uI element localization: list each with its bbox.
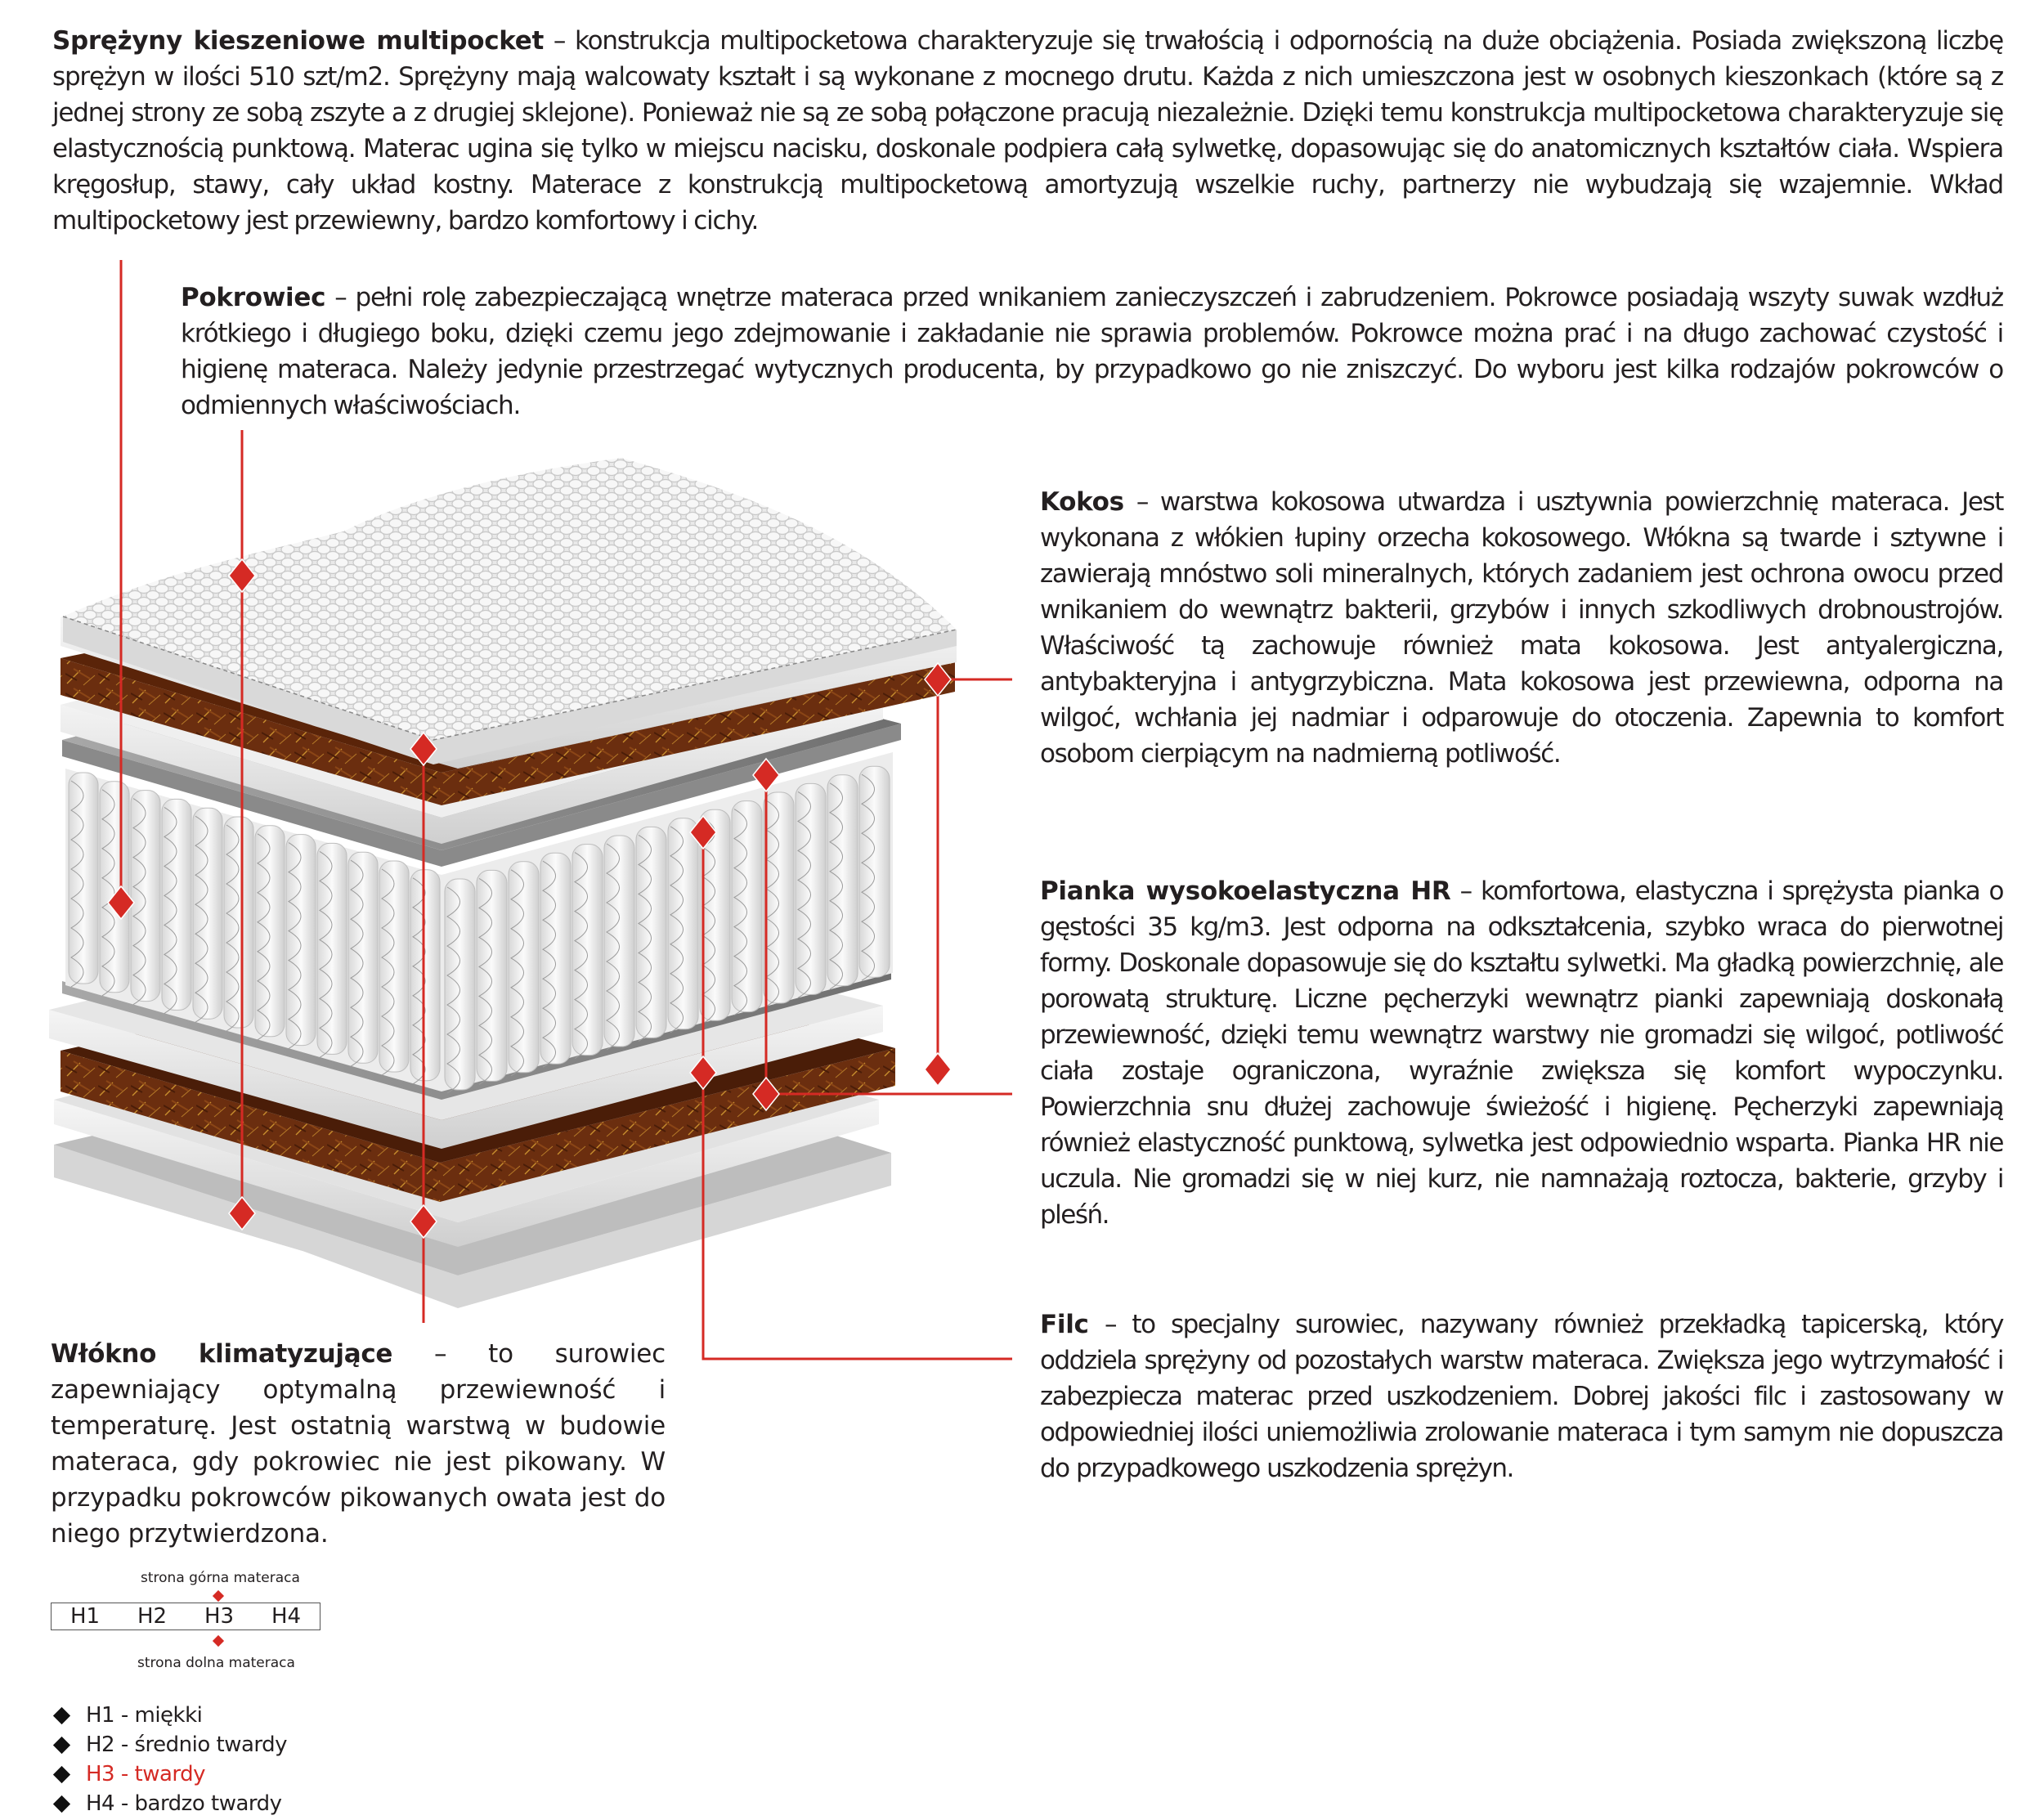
fiber-title: Włókno klimatyzujące [51,1339,393,1369]
pocket-spring [224,817,253,1028]
pocket-spring [286,835,316,1046]
firmness-legend [49,1701,287,1818]
cover-title: Pokrowiec [181,283,326,312]
pocket-spring [69,773,98,984]
pocket-spring [131,791,160,1002]
scale-level-h1: H1 [69,1604,101,1629]
felt-title: Filc [1040,1310,1089,1339]
legend-label: H1 - miękki [86,1703,203,1728]
felt-body: – to specjalny surowiec, nazywany również przekładką tapicerską, który oddziela sprężyny od pozostałych warstw materaca. Zwiększa jego wytrzymałość i zabezpiecza materac przed uszkodzeniem. Dobrej jakości filc i zastosowany w odpowiedniej ilości uniemożliwia zrolowanie materaca i tym samym nie dopuszcza do przypadkowego uszkodzenia sprężyn. [1040,1310,2003,1483]
legend-label: H2 - średnio twardy [86,1733,288,1757]
scale-level-h3: H3 [204,1604,235,1629]
firmness-scale-box [51,1603,320,1630]
pocket-spring [193,808,222,1019]
pocket-spring [668,818,698,1029]
legend-item-h1 [49,1701,287,1730]
pocket-spring [477,870,507,1081]
pocket-spring [540,853,571,1064]
springs-body: – konstrukcja multipocketowa charakteryzuje się trwałością i odpornością na duże obciążenia. Posiada zwiększoną liczbę sprężyn w ilości 510 szt/m2. Sprężyny mają walcowaty kształt i są wykonane z mocnego drutu. Każda z nich umieszczona jest w osobnych kieszonkach (które są z jednej strony ze sobą zszyte a z drugiej sklejone). Ponieważ nie są ze sobą połączone pracują niezależnie. Dzięki temu konstrukcja multipocketowa charakteryzuje się elastycznością punktową. Materac ugina się tylko w miejscu nacisku, doskonale podpiera całą sylwetkę, dopasowując się do anatomicznych kształtów ciała. Wspiera kręgosłup, stawy, cały układ kostny. Materace z konstrukcją multipocketową amortyzują wszelkie ruchy, partnerzy nie wybudzają się wzajemnie. Wkład multipocketowy jest przewiewny, bardzo komfortowy i cichy. [52,26,2004,235]
pocket-spring [162,799,191,1010]
diamond-bullet-icon [53,1736,70,1753]
hr-foam-body: – komfortowa, elastyczna i sprężysta pianka o gęstości 35 kg/m3. Jest odporna na odkształcenia, szybko wraca do pierwotnej formy. Doskonale dopasowuje się do kształtu sylwetki. Ma gładką powierzchnię, ale porowatą strukturę. Liczne pęcherzyki wewnątrz pianki zapewniają doskonałą przewiewność, dzięki temu wewnątrz warstwy nie gromadzi się wilgoć, potliwość ciała zostaje ograniczona, wyraźnie zwiększa się komfort wypoczynku. Powierzchnia snu dłużej zachowuje świeżość i higienę. Pęcherzyki zapewniają również elastyczność punktową, sylwetka jest odpowiednio wsparta. Pianka HR nie uczula. Nie gromadzi się w niej kurz, nie namnażają roztocza, bakterie, grzyby i pleśń. [1040,876,2003,1230]
diamond-marker-icon [925,1053,951,1086]
hr-foam-title: Pianka wysokoelastyczna HR [1040,876,1451,906]
cover-body: – pełni rolę zabezpieczającą wnętrze materaca przed wnikaniem zanieczyszczeń i zabrudzeniem. Pokrowce posiadają wszyty suwak wzdłuż krótkiego i długiego boku, dzięki czemu jego zdejmowanie i zakładanie nie sprawia problemów. Pokrowce można prać i na długo zachować czystość i higienę materaca. Należy jedynie przestrzegać wytycznych producenta, by przypadkowo go nie zniszczyć. Do wyboru jest kilka rodzajów pokrowców o odmiennych właściwościach. [181,283,2003,420]
pocket-spring [604,836,634,1047]
legend-item-h4 [49,1789,287,1818]
coconut-body: – warstwa kokosowa utwardza i usztywnia powierzchnię materaca. Jest wykonana z włókien łupiny orzecha kokosowego. Włókna są twarde i sztywne i zawierają mnóstwo soli mineralnych, których zadaniem jest ochrona owocu przed wnikaniem do wewnątrz bakterii, grzybów i innych szkodliwych drobnoustrojów. Właściwość tą zachowuje również mata kokosowa. Jest antyalergiczna, antybakteryjna i antygrzybiczna. Mata kokosowa jest przewiewna, odporna na wilgoć, wchłania jej nadmiar i odparowuje do otoczenia. Zapewnia to komfort osobom cierpiącym na nadmierną potliwość. [1040,487,2003,769]
selected-top-diamond-icon [213,1590,224,1602]
diamond-bullet-icon [53,1795,70,1812]
pocket-spring [509,862,539,1073]
pocket-spring [317,843,347,1054]
coconut-title: Kokos [1040,487,1124,517]
pocket-spring [732,801,762,1012]
legend-label: H3 - twardy [86,1762,206,1786]
pocket-spring [827,775,858,986]
scale-level-h4: H4 [271,1604,302,1629]
pocket-spring [796,783,826,994]
pocket-spring [100,782,129,993]
scale-bottom-label: strona dolna materaca [137,1655,295,1671]
scale-top-label: strona górna materaca [141,1570,300,1586]
legend-label: H4 - bardzo twardy [86,1791,282,1816]
pocket-spring [572,845,603,1056]
selected-bottom-diamond-icon [213,1635,224,1647]
pocket-spring [859,766,890,977]
pocket-spring [445,879,475,1090]
pocket-spring [379,861,409,1072]
pocket-spring [255,826,285,1037]
pocket-spring [410,870,440,1081]
pocket-spring [636,827,666,1038]
legend-item-h2 [49,1730,287,1759]
diamond-bullet-icon [53,1706,70,1724]
firmness-scale [49,1568,327,1674]
legend-item-h3 [49,1759,287,1789]
diamond-bullet-icon [53,1765,70,1782]
fiber-body: – to surowiec zapewniający optymalną przewiewność i temperaturę. Jest ostatnią warstwą w budowie materaca, gdy pokrowiec nie jest pikowany. W przypadku pokrowców pikowanych owata jest do niego przytwierdzona. [51,1339,666,1549]
springs-title: Sprężyny kieszeniowe multipocket [52,26,545,56]
scale-level-h2: H2 [137,1604,168,1629]
pocket-spring [348,852,378,1063]
pocket-spring [764,792,794,1003]
